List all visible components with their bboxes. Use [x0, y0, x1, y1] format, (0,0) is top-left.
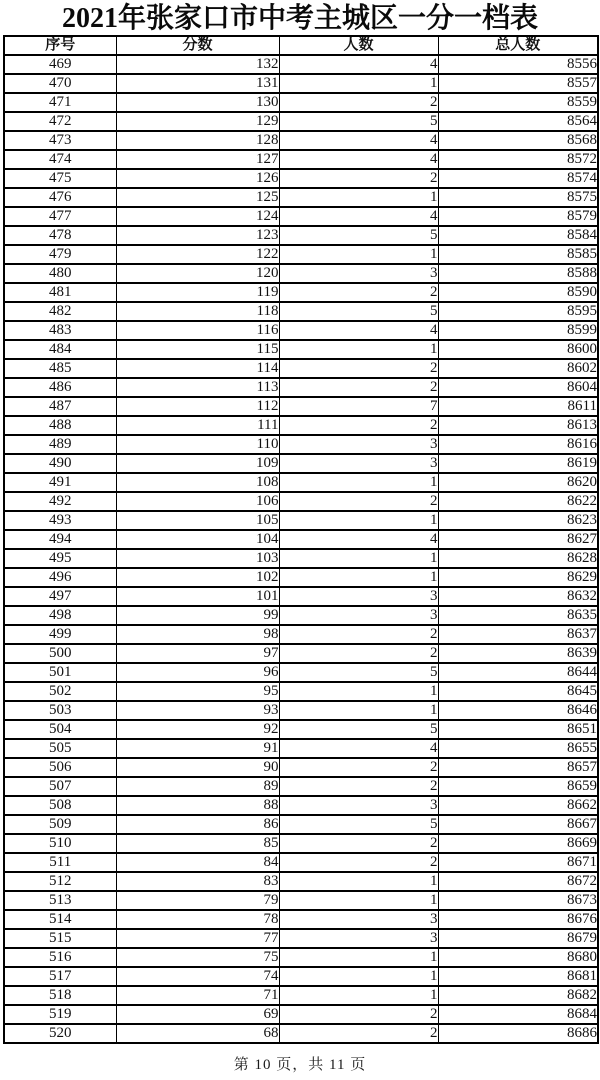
cell-total: 8613 — [438, 416, 598, 435]
cell-score: 109 — [116, 454, 279, 473]
cell-score: 114 — [116, 359, 279, 378]
cell-total: 8627 — [438, 530, 598, 549]
cell-index: 497 — [4, 587, 116, 606]
cell-total: 8662 — [438, 796, 598, 815]
cell-count: 1 — [279, 872, 438, 891]
table-row — [4, 264, 598, 283]
cell-index: 476 — [4, 188, 116, 207]
cell-index: 477 — [4, 207, 116, 226]
table-row — [4, 169, 598, 188]
cell-score: 92 — [116, 720, 279, 739]
cell-index: 490 — [4, 454, 116, 473]
cell-count: 1 — [279, 473, 438, 492]
table-row — [4, 891, 598, 910]
cell-count: 3 — [279, 929, 438, 948]
table-row — [4, 359, 598, 378]
cell-total: 8673 — [438, 891, 598, 910]
cell-total: 8657 — [438, 758, 598, 777]
cell-index: 520 — [4, 1024, 116, 1043]
cell-score: 129 — [116, 112, 279, 131]
cell-total: 8676 — [438, 910, 598, 929]
table-row — [4, 834, 598, 853]
table-row — [4, 492, 598, 511]
table-row — [4, 606, 598, 625]
cell-score: 86 — [116, 815, 279, 834]
table-row — [4, 511, 598, 530]
cell-score: 90 — [116, 758, 279, 777]
cell-count: 1 — [279, 568, 438, 587]
cell-score: 132 — [116, 55, 279, 74]
cell-score: 89 — [116, 777, 279, 796]
table-header — [4, 36, 598, 55]
table-row — [4, 397, 598, 416]
cell-count: 3 — [279, 454, 438, 473]
cell-total: 8590 — [438, 283, 598, 302]
table-row — [4, 93, 598, 112]
table-row — [4, 796, 598, 815]
table-row — [4, 321, 598, 340]
cell-index: 469 — [4, 55, 116, 74]
cell-total: 8556 — [438, 55, 598, 74]
cell-index: 515 — [4, 929, 116, 948]
cell-score: 78 — [116, 910, 279, 929]
cell-total: 8682 — [438, 986, 598, 1005]
cell-index: 495 — [4, 549, 116, 568]
table-row — [4, 739, 598, 758]
cell-total: 8669 — [438, 834, 598, 853]
cell-count: 3 — [279, 264, 438, 283]
cell-count: 4 — [279, 739, 438, 758]
cell-total: 8611 — [438, 397, 598, 416]
table-row — [4, 55, 598, 74]
cell-index: 500 — [4, 644, 116, 663]
cell-total: 8602 — [438, 359, 598, 378]
cell-count: 1 — [279, 340, 438, 359]
table-row — [4, 245, 598, 264]
cell-total: 8568 — [438, 131, 598, 150]
cell-score: 101 — [116, 587, 279, 606]
cell-total: 8620 — [438, 473, 598, 492]
table-row — [4, 701, 598, 720]
cell-total: 8599 — [438, 321, 598, 340]
cell-count: 4 — [279, 55, 438, 74]
cell-index: 488 — [4, 416, 116, 435]
cell-total: 8635 — [438, 606, 598, 625]
cell-index: 487 — [4, 397, 116, 416]
table-row — [4, 226, 598, 245]
cell-total: 8637 — [438, 625, 598, 644]
cell-count: 2 — [279, 853, 438, 872]
table-row — [4, 929, 598, 948]
cell-score: 112 — [116, 397, 279, 416]
cell-index: 511 — [4, 853, 116, 872]
cell-total: 8667 — [438, 815, 598, 834]
table-row — [4, 530, 598, 549]
cell-score: 71 — [116, 986, 279, 1005]
cell-score: 103 — [116, 549, 279, 568]
cell-total: 8628 — [438, 549, 598, 568]
table-row — [4, 587, 598, 606]
cell-total: 8585 — [438, 245, 598, 264]
cell-index: 508 — [4, 796, 116, 815]
cell-count: 2 — [279, 359, 438, 378]
cell-count: 1 — [279, 948, 438, 967]
cell-total: 8579 — [438, 207, 598, 226]
cell-index: 504 — [4, 720, 116, 739]
cell-count: 2 — [279, 283, 438, 302]
cell-index: 493 — [4, 511, 116, 530]
cell-score: 118 — [116, 302, 279, 321]
table-row — [4, 853, 598, 872]
cell-total: 8644 — [438, 663, 598, 682]
cell-count: 2 — [279, 644, 438, 663]
table-row — [4, 283, 598, 302]
table-row — [4, 682, 598, 701]
cell-score: 131 — [116, 74, 279, 93]
cell-count: 5 — [279, 815, 438, 834]
table-row — [4, 568, 598, 587]
cell-total: 8639 — [438, 644, 598, 663]
cell-index: 510 — [4, 834, 116, 853]
cell-total: 8629 — [438, 568, 598, 587]
cell-count: 4 — [279, 131, 438, 150]
page-number-footer: 第 10 页，共 11 页 — [233, 1057, 367, 1073]
cell-score: 93 — [116, 701, 279, 720]
cell-score: 95 — [116, 682, 279, 701]
table-row — [4, 302, 598, 321]
table-row — [4, 625, 598, 644]
cell-total: 8619 — [438, 454, 598, 473]
cell-count: 1 — [279, 188, 438, 207]
table-row — [4, 986, 598, 1005]
cell-count: 2 — [279, 93, 438, 112]
cell-total: 8623 — [438, 511, 598, 530]
cell-total: 8671 — [438, 853, 598, 872]
table-row — [4, 340, 598, 359]
cell-count: 1 — [279, 682, 438, 701]
cell-score: 127 — [116, 150, 279, 169]
cell-count: 5 — [279, 302, 438, 321]
cell-score: 106 — [116, 492, 279, 511]
cell-index: 519 — [4, 1005, 116, 1024]
cell-index: 516 — [4, 948, 116, 967]
cell-count: 3 — [279, 587, 438, 606]
table-row — [4, 815, 598, 834]
cell-score: 105 — [116, 511, 279, 530]
cell-total: 8574 — [438, 169, 598, 188]
cell-count: 1 — [279, 74, 438, 93]
cell-score: 116 — [116, 321, 279, 340]
cell-score: 123 — [116, 226, 279, 245]
table-row — [4, 112, 598, 131]
cell-index: 475 — [4, 169, 116, 188]
cell-total: 8622 — [438, 492, 598, 511]
cell-count: 1 — [279, 549, 438, 568]
cell-score: 115 — [116, 340, 279, 359]
cell-score: 110 — [116, 435, 279, 454]
cell-count: 4 — [279, 321, 438, 340]
cell-score: 99 — [116, 606, 279, 625]
cell-index: 506 — [4, 758, 116, 777]
cell-score: 120 — [116, 264, 279, 283]
table-row — [4, 454, 598, 473]
cell-score: 91 — [116, 739, 279, 758]
table-row — [4, 435, 598, 454]
cell-score: 124 — [116, 207, 279, 226]
cell-score: 122 — [116, 245, 279, 264]
cell-index: 482 — [4, 302, 116, 321]
table-row — [4, 948, 598, 967]
cell-index: 478 — [4, 226, 116, 245]
cell-count: 1 — [279, 967, 438, 986]
table-row — [4, 910, 598, 929]
cell-index: 501 — [4, 663, 116, 682]
cell-count: 2 — [279, 777, 438, 796]
cell-count: 5 — [279, 720, 438, 739]
table-row — [4, 758, 598, 777]
cell-index: 479 — [4, 245, 116, 264]
cell-total: 8651 — [438, 720, 598, 739]
cell-score: 125 — [116, 188, 279, 207]
cell-score: 98 — [116, 625, 279, 644]
cell-index: 498 — [4, 606, 116, 625]
cell-count: 1 — [279, 245, 438, 264]
cell-index: 473 — [4, 131, 116, 150]
cell-score: 83 — [116, 872, 279, 891]
cell-count: 5 — [279, 112, 438, 131]
cell-score: 75 — [116, 948, 279, 967]
cell-index: 485 — [4, 359, 116, 378]
cell-index: 471 — [4, 93, 116, 112]
table-body — [4, 55, 598, 1043]
cell-count: 3 — [279, 606, 438, 625]
cell-total: 8659 — [438, 777, 598, 796]
cell-score: 84 — [116, 853, 279, 872]
table-row — [4, 1024, 598, 1043]
cell-count: 2 — [279, 834, 438, 853]
cell-index: 518 — [4, 986, 116, 1005]
cell-index: 505 — [4, 739, 116, 758]
cell-total: 8680 — [438, 948, 598, 967]
cell-count: 3 — [279, 796, 438, 815]
cell-score: 96 — [116, 663, 279, 682]
cell-total: 8595 — [438, 302, 598, 321]
cell-total: 8559 — [438, 93, 598, 112]
cell-total: 8655 — [438, 739, 598, 758]
cell-count: 2 — [279, 1024, 438, 1043]
cell-total: 8646 — [438, 701, 598, 720]
cell-score: 77 — [116, 929, 279, 948]
cell-count: 3 — [279, 910, 438, 929]
table-row — [4, 872, 598, 891]
table-header-row — [4, 36, 598, 55]
cell-count: 2 — [279, 758, 438, 777]
cell-total: 8584 — [438, 226, 598, 245]
table-row — [4, 1005, 598, 1024]
cell-index: 517 — [4, 967, 116, 986]
cell-total: 8679 — [438, 929, 598, 948]
header-cell-count: 人数 — [279, 36, 438, 55]
header-cell-score: 分数 — [116, 36, 279, 55]
cell-score: 102 — [116, 568, 279, 587]
cell-count: 2 — [279, 1005, 438, 1024]
cell-score: 88 — [116, 796, 279, 815]
cell-count: 2 — [279, 378, 438, 397]
cell-index: 480 — [4, 264, 116, 283]
cell-score: 119 — [116, 283, 279, 302]
cell-score: 85 — [116, 834, 279, 853]
cell-total: 8616 — [438, 435, 598, 454]
table-row — [4, 644, 598, 663]
cell-count: 5 — [279, 226, 438, 245]
table-row — [4, 131, 598, 150]
table-row — [4, 777, 598, 796]
cell-total: 8572 — [438, 150, 598, 169]
cell-count: 1 — [279, 511, 438, 530]
table-row — [4, 663, 598, 682]
cell-total: 8681 — [438, 967, 598, 986]
cell-score: 111 — [116, 416, 279, 435]
cell-count: 2 — [279, 625, 438, 644]
table-row — [4, 150, 598, 169]
table-row — [4, 378, 598, 397]
cell-index: 496 — [4, 568, 116, 587]
cell-score: 126 — [116, 169, 279, 188]
cell-index: 512 — [4, 872, 116, 891]
cell-score: 108 — [116, 473, 279, 492]
cell-count: 4 — [279, 530, 438, 549]
cell-index: 503 — [4, 701, 116, 720]
table-row — [4, 188, 598, 207]
cell-count: 1 — [279, 701, 438, 720]
cell-index: 472 — [4, 112, 116, 131]
cell-score: 97 — [116, 644, 279, 663]
cell-index: 491 — [4, 473, 116, 492]
cell-score: 130 — [116, 93, 279, 112]
cell-count: 1 — [279, 891, 438, 910]
cell-count: 4 — [279, 150, 438, 169]
cell-total: 8564 — [438, 112, 598, 131]
cell-count: 4 — [279, 207, 438, 226]
cell-index: 492 — [4, 492, 116, 511]
cell-index: 514 — [4, 910, 116, 929]
cell-total: 8600 — [438, 340, 598, 359]
cell-total: 8557 — [438, 74, 598, 93]
table-row — [4, 967, 598, 986]
cell-total: 8632 — [438, 587, 598, 606]
cell-count: 3 — [279, 435, 438, 454]
cell-index: 499 — [4, 625, 116, 644]
cell-total: 8604 — [438, 378, 598, 397]
header-cell-index: 序号 — [4, 36, 116, 55]
cell-count: 2 — [279, 169, 438, 188]
cell-count: 2 — [279, 492, 438, 511]
cell-index: 481 — [4, 283, 116, 302]
cell-index: 470 — [4, 74, 116, 93]
cell-index: 474 — [4, 150, 116, 169]
cell-index: 502 — [4, 682, 116, 701]
cell-index: 486 — [4, 378, 116, 397]
cell-score: 74 — [116, 967, 279, 986]
cell-score: 79 — [116, 891, 279, 910]
cell-index: 494 — [4, 530, 116, 549]
cell-index: 484 — [4, 340, 116, 359]
cell-count: 2 — [279, 416, 438, 435]
cell-count: 1 — [279, 986, 438, 1005]
cell-total: 8645 — [438, 682, 598, 701]
cell-index: 509 — [4, 815, 116, 834]
header-cell-total: 总人数 — [438, 36, 598, 55]
cell-score: 104 — [116, 530, 279, 549]
cell-score: 113 — [116, 378, 279, 397]
table-row — [4, 720, 598, 739]
cell-index: 483 — [4, 321, 116, 340]
cell-score: 128 — [116, 131, 279, 150]
cell-count: 7 — [279, 397, 438, 416]
cell-total: 8686 — [438, 1024, 598, 1043]
table-row — [4, 416, 598, 435]
cell-count: 5 — [279, 663, 438, 682]
cell-index: 489 — [4, 435, 116, 454]
cell-index: 513 — [4, 891, 116, 910]
cell-score: 68 — [116, 1024, 279, 1043]
cell-score: 69 — [116, 1005, 279, 1024]
page-title: 2021年张家口市中考主城区一分一档表 — [61, 3, 538, 34]
table-row — [4, 207, 598, 226]
cell-index: 507 — [4, 777, 116, 796]
cell-total: 8588 — [438, 264, 598, 283]
cell-total: 8575 — [438, 188, 598, 207]
cell-total: 8684 — [438, 1005, 598, 1024]
table-row — [4, 74, 598, 93]
table-row — [4, 473, 598, 492]
table-row — [4, 549, 598, 568]
score-distribution-table — [3, 35, 599, 1044]
cell-total: 8672 — [438, 872, 598, 891]
